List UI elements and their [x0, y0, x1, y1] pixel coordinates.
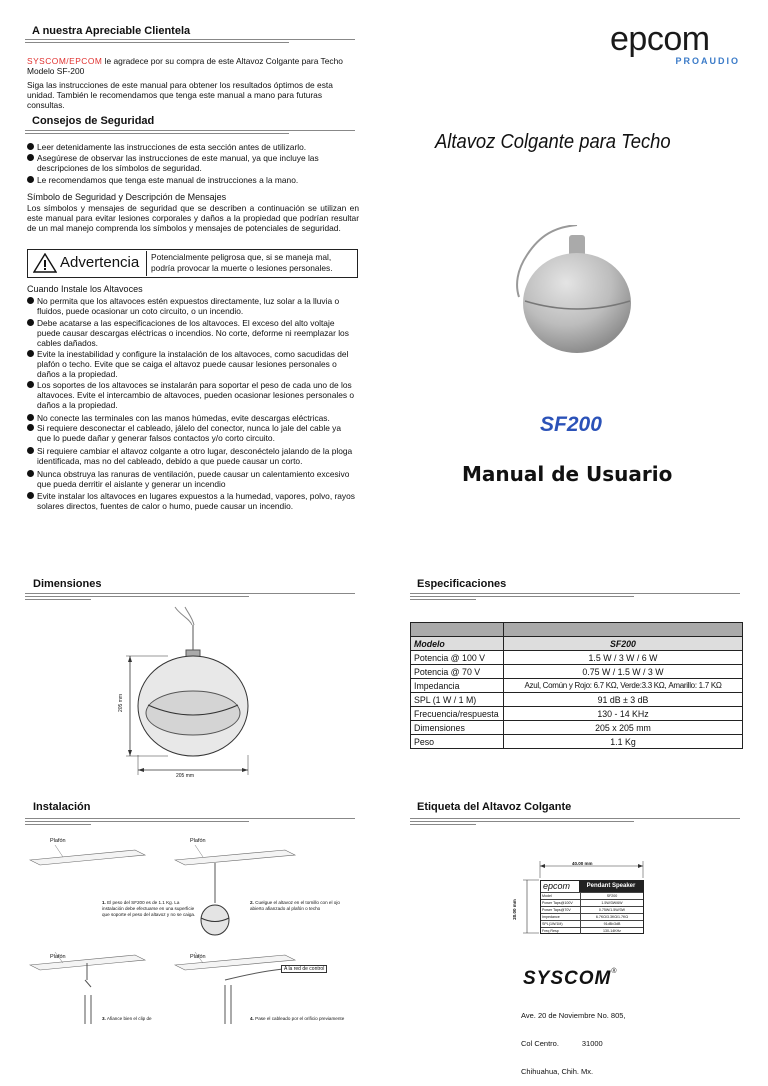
speaker-photo	[505, 225, 645, 355]
specs-table	[410, 622, 743, 749]
install-bullet: Si requiere cambiar el altavoz colgante a otro lugar, desconéctelo jalando de la ploga identificada, mas no del cableado, debido a que puede causar un corto.	[27, 446, 357, 466]
installation-heading: Instalación	[33, 801, 91, 813]
install-bullet: Evite instalar los altavoces en lugares expuestos a la humedad, vapores, polvo, rayos solares directos, fuentes de calor o humo, puede causar un incendio.	[27, 491, 357, 511]
intro-thanks	[27, 56, 362, 76]
installation-drawing	[25, 835, 365, 1024]
label-heading: Etiqueta del Altavoz Colgante	[417, 801, 572, 813]
dimensions-heading-rules	[25, 593, 355, 602]
safety-heading-rules	[25, 130, 355, 136]
warning-box	[27, 249, 358, 278]
table-row: Impedancia Azul, Común y Rojo: 6.7 KΩ, Verde:3.3 KΩ, Amarillo: 1.7 KΩ	[411, 679, 743, 693]
plafon-label-2: Plafón	[190, 838, 206, 844]
installation-heading-rules	[25, 818, 355, 827]
table-row: Dimensiones 205 x 205 mm	[411, 721, 743, 735]
step-1: 1. El peso del SF200 es de 1.1 Kg. La instalación debe efectuarse en una superficie que soporte el peso del altavoz y no se caiga.	[102, 900, 196, 917]
install-heading: Cuando Instale los Altavoces	[27, 284, 143, 294]
table-row: Frecuencia/respuesta 130 - 14 KHz	[411, 707, 743, 721]
brand-sub: PROAUDIO	[675, 56, 740, 66]
install-bullet: Los soportes de los altavoces se instalarán para soportar el peso de cada uno de los altavoces. Evite el intercambio de altavoces, pueden ocasionar lesiones personales o daños a la propiedad.	[27, 380, 357, 410]
thanks-text: le agradece por su compra de este Altavoz Colgante para Techo Modelo SF-200	[27, 56, 343, 76]
model-title: SF200	[540, 413, 602, 436]
syscom-logo	[523, 968, 617, 990]
specs-heading-rules	[410, 593, 740, 602]
step-3: 3. Afiance bien el clip de	[102, 1016, 152, 1021]
table-row: SPL (1 W / 1 M) 91 dB ± 3 dB	[411, 693, 743, 707]
dimensions-heading: Dimensiones	[33, 578, 102, 590]
label-row: Impedance 6.7KΩ/3.3KΩ/1.7KΩ	[541, 913, 643, 920]
label-row: Model SF200	[541, 892, 643, 899]
label-row: SPL(1W/1M) 91dB±3dB	[541, 920, 643, 927]
specs-heading: Especificaciones	[417, 578, 507, 590]
step-4: 4. Pase el cableado por el orificio previamente	[250, 1016, 345, 1021]
manual-subtitle: Manual de Usuario	[462, 462, 673, 486]
line-label: A la red de control	[281, 965, 327, 973]
safety-heading: Consejos de Seguridad	[32, 115, 155, 127]
syscom-logo-text: SYSCOM	[523, 968, 612, 989]
symbols-text: Los símbolos y mensajes de seguridad que se describen a continuación se utilizan en este manual para evitar lesiones corporales y daños a la propiedad que podrían resultar de un mal manejo comprenda los símbolos y mensajes de potenciales de seguridad.	[27, 203, 359, 233]
plafon-label-4: Plafón	[190, 954, 206, 960]
install-bullet: Evite la inestabilidad y configure la instalación de los altavoces, como sacudidas del plafón o techo. Evite que se caiga el altavoz puede causar lesiones personales o daños a la propiedad.	[27, 349, 357, 379]
table-header-row	[411, 623, 743, 637]
install-bullet: No conecte las terminales con las manos húmedas, evite descargas eléctricas.	[27, 413, 357, 423]
label-heading-rules	[410, 818, 740, 827]
dim-height-label: 205 mm	[118, 693, 125, 713]
label-width-mm: 40.00 mm	[572, 861, 593, 866]
warning-text: Potencialmente peligrosa que, si se maneja mal, podría provocar la muerte o lesiones personales.	[151, 252, 333, 273]
intro-paragraph: Siga las instrucciones de este manual para obtener los resultados óptimos de esta unidad. También le recomendamos que tenga este manual a mano para futuras consultas.	[27, 80, 333, 110]
table-row: Potencia @ 70 V 0.75 W / 1.5 W / 3 W	[411, 665, 743, 679]
install-bullet: Si requiere desconectar el cableado, jálelo del conector, nunca lo jale del cable ya que lo puede dañar y generar falsos contactos y/o corto circuito.	[27, 423, 357, 443]
label-row: Power Taps@70V 0.75W/1.5W/3W	[541, 906, 643, 913]
table-row: Peso 1.1 Kg	[411, 735, 743, 749]
intro-heading: A nuestra Apreciable Clientela	[32, 25, 191, 37]
table-row: Modelo SF200	[411, 637, 743, 651]
dim-width-label: 205 mm	[176, 773, 195, 779]
install-bullet: Debe acatarse a las especificaciones de los altavoces. El exceso del alto voltaje puede causar descargas eléctricas o incendios. No corte, deforme ni reemplazar los cables dañados.	[27, 318, 357, 348]
label-row: Freq Resp 130-14KHz	[541, 927, 643, 934]
plafon-label-1: Plafón	[50, 838, 66, 844]
intro-heading-rules	[25, 39, 355, 45]
plafon-label-3: Plafón	[50, 954, 66, 960]
brand-name: epcom	[610, 20, 710, 58]
warning-triangle-icon	[33, 253, 57, 273]
install-bullet: Nunca obstruya las ranuras de ventilación, puede causar un calentamiento excesivo que pueda derritir el aislante y generar un incendio	[27, 469, 357, 489]
syscom-address: Ave. 20 de Noviembre No. 805, Col Centro. 31000 Chihuahua, Chih. Mx.	[521, 1010, 626, 1077]
registered-icon: ®	[611, 968, 617, 975]
install-bullet: No permita que los altavoces estén expuestos directamente, luz solar a la lluvia o fluidos, puede ocasionar un coto circuito, o un incendio.	[27, 296, 357, 316]
company-name: SYSCOM/EPCOM	[27, 56, 103, 66]
cover-title: Altavoz Colgante para Techo	[435, 131, 671, 153]
step-2: 2. Cuelgue el altavoz en el tornillo con el ojo abierto afianzado al plafón o techo	[250, 900, 340, 911]
label-row: Power Taps@100V 1.5W/3W/6W	[541, 899, 643, 906]
dimensions-drawing	[120, 605, 280, 780]
brand-logo	[610, 22, 740, 66]
product-label	[540, 880, 644, 934]
label-brand: epcom	[543, 881, 571, 891]
table-row: Potencia @ 100 V 1.5 W / 3 W / 6 W	[411, 651, 743, 665]
label-product: Pendant Speaker	[579, 881, 643, 892]
safety-bullet: Leer detenidamente las instrucciones de esta sección antes de utilizarlo.	[27, 142, 362, 152]
label-height-mm: 20.00 mm	[511, 899, 517, 920]
safety-bullet: Asegúrese de observar las instrucciones de este manual, ya que incluye las descripciones de los símbolos de seguridad.	[27, 153, 362, 173]
symbols-heading: Símbolo de Seguridad y Descripción de Mensajes	[27, 192, 227, 202]
safety-bullet: Le recomendamos que tenga este manual de instrucciones a la mano.	[27, 175, 362, 185]
warning-label: Advertencia	[60, 254, 140, 271]
